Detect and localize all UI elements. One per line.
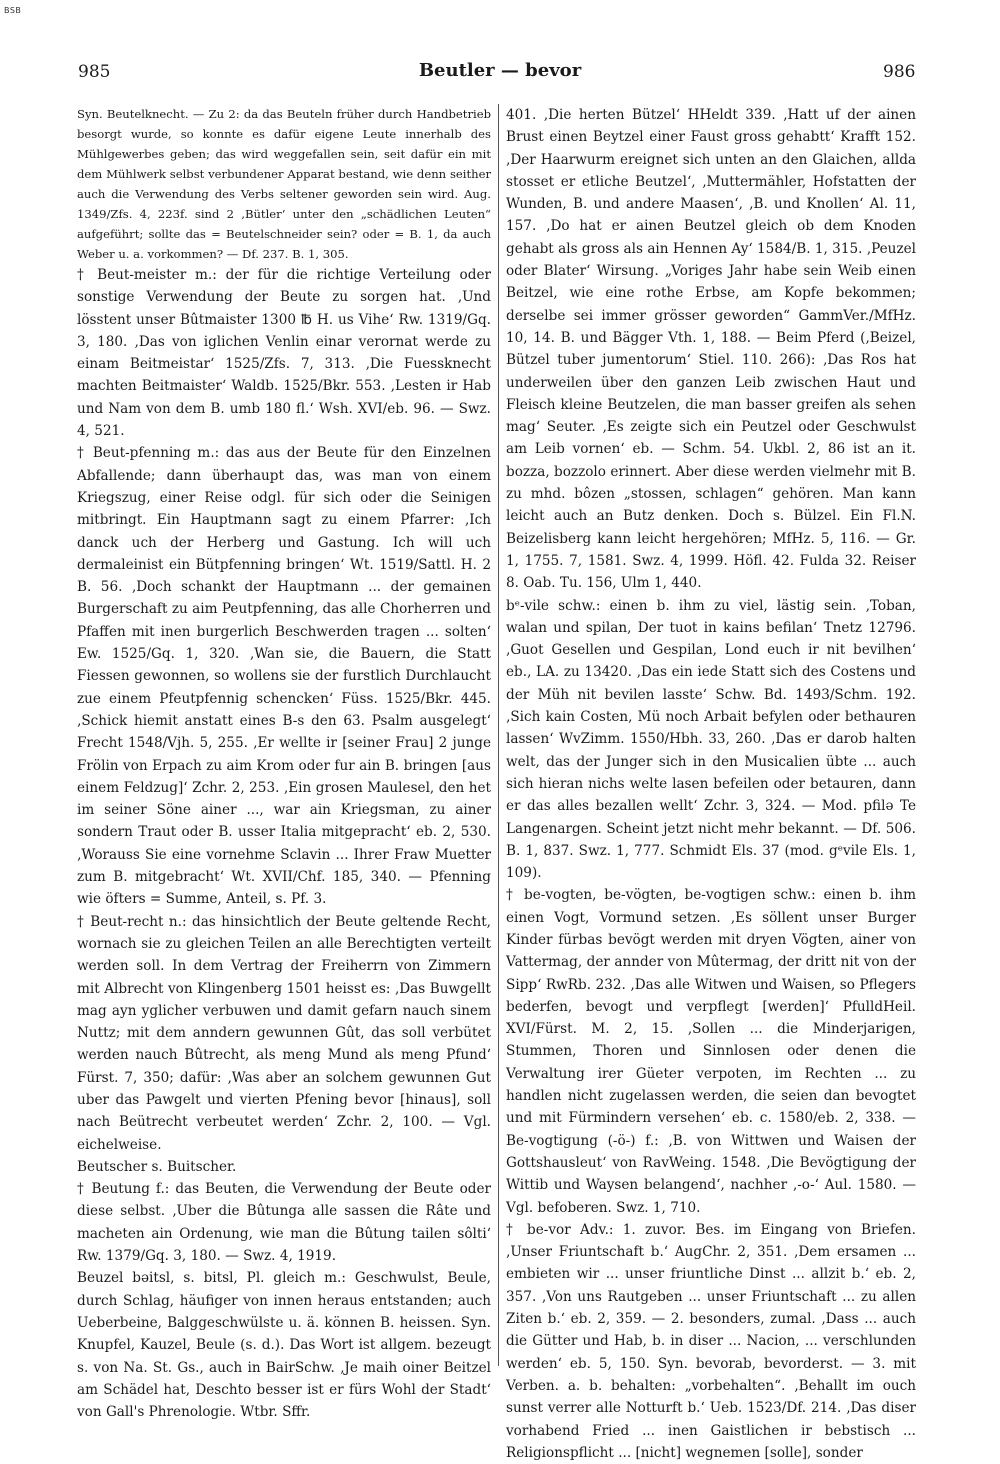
library-stamp: BSB [4, 6, 22, 15]
entry-beutler-continued: Syn. Beutelknecht. — Zu 2: da das Beuteln früher durch Handbetrieb besorgt wurde, so konnte es dafür eigene Leute innerhalb des Mühlgewerbes geben; das wird weggefallen sein, seit dafür ein mit dem Mühlwerk selbst verbundener Apparat bestand, wie denn seither auch die Verwendung des Verbs seltener geworden sein wird. Aug. 1349/Zfs. 4, 223f. sind 2 ‚Bütler‘ unter den „schädlichen Leuten“ aufgeführt; sollte das = Beutelschneider sein? oder = B. 1, da auch Weber u. a. vorkommen? — Df. 237. B. 1, 305. [77, 107, 491, 261]
entry-beut-recht: † Beut-recht n.: das hinsichtlich der Beute geltende Recht, wornach sie zu gleichen Teilen an alle Berechtigten verteilt werden soll. In dem Vertrag der Freiherrn von Zimmern mit Albrecht von Klingenberg 1501 heisst es: ‚Das Buwgellt mag ayn yglicher verbuwen und damit gefarn nauch sinem Nuttz; mit dem anndern gewunnen Gût, das soll verbütet werden nauch Bûtrecht, als meng Mund als meng Pfund‘ Fürst. 7, 350; dafür: ‚Was aber an solchem gewunnen Gut uber das Pawgelt und vierten Pfening bevor [hinaus], soll nach Beütrecht verbeutet werden‘ Zchr. 2, 100. — Vgl. eichelweise. [77, 913, 491, 1153]
entry-be-vogten: † be-vogten, be-vögten, be-vogtigen schw.: einen b. ihm einen Vogt, Vormund setzen. ‚Es söllent unser Burger Kinder fürbas bevögt werden mit dryen Vögten, ainer von Vattermag, der annder von Mûtermag, der dritt nit von der Sipp‘ RwRb. 232. ‚Das alle Witwen und Waisen, so Pflegers bederfen, bevogt und verpflegt [werden]‘ PfulldHeil. XVI/Fürst. M. 2, 15. ‚Sollen ... die Minderjarigen, Stummen, Thoren und Sinnlosen oder denen die Verwaltung irer Güeter verpoten, im Rechten ... zu handlen nicht zugelassen werden, die seien dan bevogtet und mit Fürmindern versehen‘ eb. c. 1580/eb. 2, 338. — Be-vogtigung (-ö-) f.: ‚B. von Wittwen und Waisen der Gottshausleut‘ von RavWeing. 1548. ‚Die Bevögtigung der Wittib und Waysen belangend‘, nachher ‚-o-‘ Aul. 1580. — Vgl. befoberen. Swz. 1, 710. [506, 887, 916, 1216]
entry-be-vor: † be-vor Adv.: 1. zuvor. Bes. im Eingang von Briefen. ‚Unser Friuntschaft b.‘ AugChr. 2, 351. ‚Dem ersamen ... embieten wir ... unser friuntliche Dinst ... allzit b.‘ eb. 2, 357. ‚Von uns Rautgeben ... unser Friuntschaft ... zu allen Ziten b.‘ eb. 2, 359. — 2. besonders, zumal. ‚Dass ... auch die Gütter und Hab, b. in diser ... Nacion, ... verschlunden werden‘ eb. 5, 150. Syn. bevorab, bevorderst. — 3. mit Verben. a. b. behalten: „vorbehalten“. ‚Behallt im ouch sunst verrer alle Notturft b.‘ Ueb. 1523/Df. 214. ‚Das diser vorhabend Fried ... inen Gaistlichen ir bebstisch ... Religionspflicht ... [nicht] wegnemen [solle], sonder [506, 1221, 916, 1461]
entry-beuzel: Beuzel bəitsl, s. bitsl, Pl. gleich m.: Geschwulst, Beule, durch Schlag, häufiger von innen heraus entstanden; auch Ueberbeine, Balggeschwülste u. ä. können B. heissen. Syn. Knupfel, Kauzel, Beule (s. d.). Das Wort ist allgem. bezeugt s. von Na. St. Gs., auch in BairSchw. ‚Je maih oiner Beitzel am Schädel hat, Deschto besser ist er fürs Wohl der Stadt‘ von Gall's Phrenologie. Wtbr. Sffr. [77, 1270, 491, 1421]
entry-be-vile: bᵉ-vile schw.: einen b. ihm zu viel, lästig sein. ‚Toban, walan und spilan, Der tuot in kains befilan‘ Tnetz 12796. ‚Guot Gesellen und Gespilan, Lond euch ir nit bevilhen‘ eb., LA. zu 13420. ‚Das ein iede Statt sich des Costens und der Müh nit bevilen lasste‘ Schw. Bd. 1493/Schm. 192. ‚Sich kain Costen, Mü noch Arbait befylen oder bethauren lassen‘ WvZimm. 1550/Hbh. 33, 260. ‚Das er darob halten welt, das der Junger sich in den Musicalien übte ... auch sich hieran nichs welte lasen befeilen oder betauren, dann er das alles bezallen wellt‘ Zchr. 3, 324. — Mod. pfilə Te Langenargen. Scheint jetzt nicht mehr bekannt. — Df. 506. B. 1, 837. Swz. 1, 777. Schmidt Els. 37 (mod. gᵉvile Els. 1, 109). [506, 597, 916, 882]
entry-beutung: † Beutung f.: das Beuten, die Verwendung der Beute oder diese selbst. ‚Uber die Bûtunga alle sassen die Râte und macheten ain Ordenung, wie man die Bûtung tailen sôlti‘ Rw. 1379/Gq. 3, 180. — Swz. 4, 1919. [77, 1181, 491, 1265]
left-column [77, 104, 491, 1421]
entry-beut-pfenning: † Beut-pfenning m.: das aus der Beute für den Einzelnen Abfallende; dann überhaupt das, was man von einem Kriegszug, einer Reise odgl. für sich oder die Seinigen mitbringt. Ein Hauptmann sagt zu einem Pfarrer: ‚Ich danck uch der Herberg und Gastung. Ich will uch dermaleinist ein Bütpfenning bringen‘ Wt. 1519/Sattl. H. 2 B. 56. ‚Doch schankt der Hauptmann ... der gemainen Burgerschaft zu aim Peutpfenning, das alle Chorherren und Pfaffen mit inen burgerlich Beschwerden tragen ... solten‘ Ew. 1525/Gq. 1, 320. ‚Wan sie, die Bauern, die Statt Fiessen gewonnen, so wollens sie der furstlich Durchlaucht zue einem Pfeutpfennig schencken‘ Füss. 1525/Bkr. 445. ‚Schick hiemit anstatt eines B-s den 63. Psalm ausgelegt‘ Frecht 1548/Vjh. 5, 255. ‚Er wellte ir [seiner Frau] 2 junge Frölin von Erpach zu aim Krom oder fur ain B. bringen [aus einem Feldzug]‘ Zchr. 2, 253. ‚Ein grosen Maulesel, den het im seiner Söne ainer ..., war ain Kriegsman, zu ainer sondern Traut oder B. usser Italia mitgepracht‘ eb. 2, 530. ‚Worauss Sie eine vornehme Sclavin ... Ihrer Fraw Muetter zum B. mitgebracht‘ Wt. XVII/Chf. 185, 340. — Pfenning wie öfters = Summe, Anteil, s. Pf. 3. [77, 445, 491, 908]
entry-beuzel-continued: 401. ‚Die herten Bützel‘ HHeldt 339. ‚Hatt uf der ainen Brust einen Beytzel einer Faust gross gehabtt‘ Krafft 152. ‚Der Haarwurm ereignet sich unten an den Glaichen, allda stosset er etliche Beutzel‘, ‚Muttermähler, Hofstatten der Wunden, B. und andere Maasen‘, ‚B. und Knollen‘ Al. 11, 157. ‚Do hat er ainen Beutzel gleich ob dem Knoden gehabt als gross als ain Hennen Ay‘ 1584/B. 1, 315. ‚Peuzel oder Blater‘ Wirsung. „Voriges Jahr habe sein Weib einen Beitzel, wie eine rothe Erbse, am Kopfe bekommen; derselbe sei immer grösser geworden“ GammVer./MfHz. 10, 14. B. und Bägger Vth. 1, 188. — Beim Pferd (‚Beizel, Bützel tuber jumentorum‘ Stiel. 110. 266): ‚Das Ros hat underweilen über den ganzen Leib zwischen Haut und Fleisch kleine Beutzelen, die man basser greifen als sehen mag‘ Seuter. ‚Es zeigte sich ein Peutzel oder Geschwulst am Leib vornen‘ eb. — Schm. 54. Ukbl. 2, 86 ist an it. bozza, bozzolo erinnert. Aber diese werden vielmehr mit B. zu mhd. bôzen „stossen, schlagen“ gehören. Man kann leicht auch an Butz denken. Doch s. Bülzel. Ein Fl.N. Beizelisberg kann leicht hergehören; MfHz. 5, 116. — Gr. 1, 1755. 7, 1581. Swz. 4, 1999. Höfl. 42. Fulda 32. Reiser 8. Oab. Tu. 156, Ulm 1, 440. [506, 107, 916, 592]
entry-beutscher: Beutscher s. Buitscher. [77, 1158, 237, 1175]
running-head: Beutler — bevor [418, 60, 582, 81]
column-divider [498, 104, 499, 1366]
right-column [506, 104, 916, 1461]
page-number-right: 986 [883, 62, 916, 82]
page-number-left: 985 [78, 62, 111, 82]
entry-beut-meister: † Beut-meister m.: der für die richtige Verteilung oder sonstige Verwendung der Beute zu sorgen hat. ‚Und lösstent unser Bûtmaister 1300 ℔ H. us Vihe‘ Rw. 1319/Gq. 3, 180. ‚Das von iglichen Venlin einar verornat werde zu einam Beitmeistar‘ 1525/Zfs. 7, 313. ‚Die Fuessknecht machten Beitmaister‘ Waldb. 1525/Bkr. 553. ‚Lesten ir Hab und Nam von dem B. umb 180 fl.‘ Wsh. XVI/eb. 96. — Swz. 4, 521. [77, 267, 491, 440]
